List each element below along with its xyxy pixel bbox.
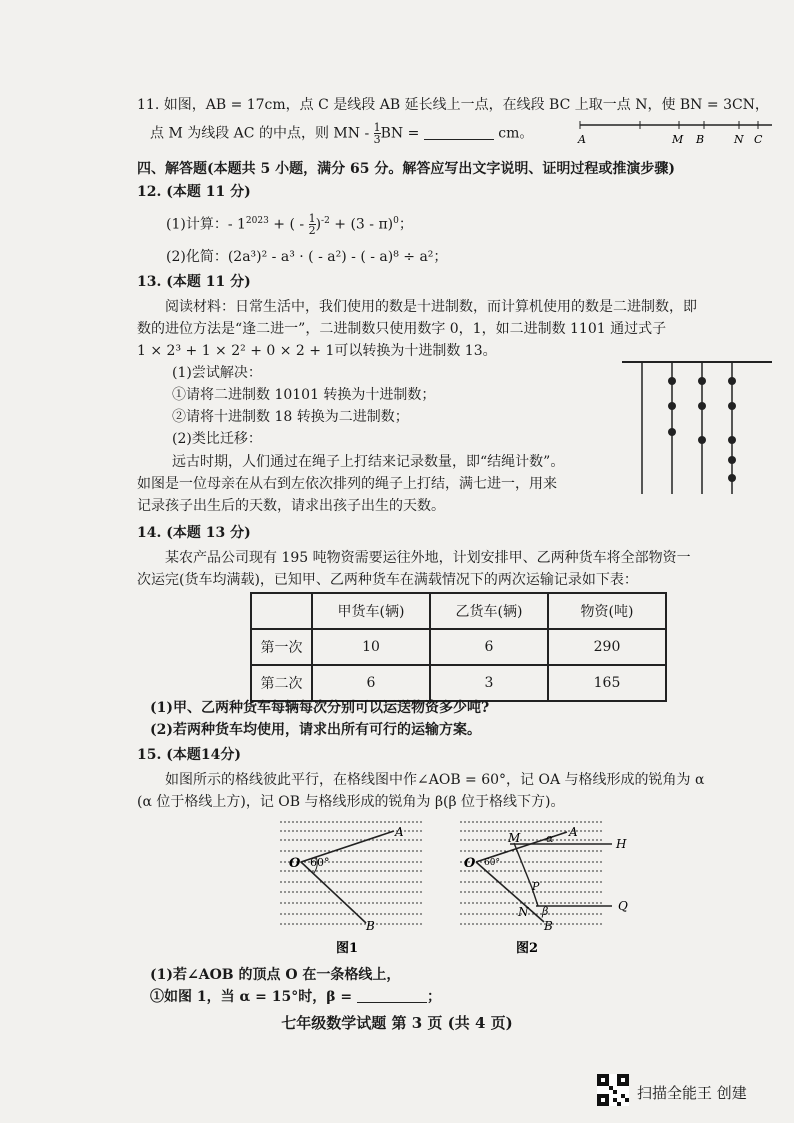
svg-text:A: A <box>569 825 578 839</box>
table-header-row: 甲货车(辆) 乙货车(辆) 物资(吨) <box>251 593 666 629</box>
q13-trans1: 远古时期，人们通过在绳子上打结来记录数量，即“结绳计数”。 <box>172 454 565 470</box>
svg-text:A: A <box>395 825 404 839</box>
table-row: 第一次 10 6 290 <box>251 629 666 665</box>
q11-segment-figure <box>576 115 776 149</box>
q13-sub1a: ①请将二进制数 10101 转换为十进制数； <box>172 387 436 403</box>
svg-text:O: O <box>464 856 476 871</box>
q11-line2: 点 M 为线段 AC 的中点，则 MN - $\frac{1}{3}$ BN = cm。 <box>150 121 534 146</box>
q15-desc2: (α 位于格线上方)，记 OB 与格线形成的锐角为 β(β 位于格线下方)。 <box>137 794 565 810</box>
q11-line1: 11. 如图，AB = 17cm，点 C 是线段 AB 延长线上一点，在线段 BC 上取一点 N，使 BN = 3CN， <box>137 97 769 113</box>
q13-sub1b: ②请将十进制数 18 转换为二进制数； <box>172 409 409 425</box>
q11-label-c: C <box>754 133 763 146</box>
svg-text:60°: 60° <box>484 858 500 868</box>
q15-ask1a: ①如图 1，当 α = 15°时，β = ； <box>150 989 441 1005</box>
table-row: 第二次 6 3 165 <box>251 665 666 701</box>
svg-text:α: α <box>546 832 554 845</box>
q11-answer-blank <box>424 125 494 140</box>
svg-text:B: B <box>366 919 375 933</box>
q11-label-m: M <box>672 133 684 146</box>
q12-part2: (2)化简：(2a³)² - a³ · ( - a²) - ( - a)⁸ ÷ a²； <box>166 249 448 265</box>
q15-desc1: 如图所示的格线彼此平行，在格线图中作∠AOB = 60°，记 OA 与格线形成的锐角为 α <box>165 772 705 788</box>
svg-text:M: M <box>508 831 521 845</box>
svg-text:B: B <box>544 919 553 933</box>
figure-1-caption: 图1 <box>336 941 359 956</box>
q12-part1: (1)计算：- $1^{2023}$ + ( - $\frac{1}{2}$ )$^{-2}$ + (3 - π)$^0$； <box>166 212 413 238</box>
svg-text:O: O <box>289 856 301 871</box>
q14-ask2: (2)若两种货车均使用，请求出所有可行的运输方案。 <box>150 722 481 738</box>
q14-ask1: (1)甲、乙两种货车每辆每次分别可以运送物资多少吨? <box>150 700 490 716</box>
svg-text:Q: Q <box>618 899 628 913</box>
svg-text:60°: 60° <box>310 856 330 869</box>
q11-label-a: A <box>578 133 586 146</box>
figure-2-caption: 图2 <box>516 941 539 956</box>
q15-title: 15. (本题14分) <box>137 747 241 763</box>
q15-answer-blank <box>357 988 427 1003</box>
q13-title: 13. (本题 11 分) <box>137 274 251 290</box>
q15-figure-2 <box>452 818 642 964</box>
q11-fraction: $\frac{1}{3}$ <box>373 121 381 146</box>
svg-text:H: H <box>616 837 627 851</box>
q15-figure-1 <box>276 818 426 964</box>
q13-read-line3: 1 × 2³ + 1 × 2² + 0 × 2 + 1可以转换为十进制数 13。 <box>137 343 497 359</box>
svg-text:P: P <box>532 880 540 893</box>
q14-desc2: 次运完(货车均满载)，已知甲、乙两种货车在满载情况下的两次运输记录如下表： <box>137 572 638 588</box>
svg-text:N: N <box>518 905 529 919</box>
q15-ask1: (1)若∠AOB 的顶点 O 在一条格线上， <box>150 967 401 983</box>
qr-code-icon <box>597 1074 629 1106</box>
knot-rope-figure <box>622 356 774 496</box>
q13-trans3: 记录孩子出生后的天数，请求出孩子出生的天数。 <box>137 498 445 514</box>
q11-label-b: B <box>696 133 705 146</box>
section-four-heading: 四、解答题(本题共 5 小题，满分 65 分。解答应写出文字说明、证明过程或推演步骤) <box>137 161 675 177</box>
page-footer: 七年级数学试题 第 3 页 (共 4 页) <box>281 1014 513 1032</box>
scanner-watermark: 扫描全能王 创建 <box>637 1084 747 1102</box>
q13-read-line2: 数的进位方法是“逢二进一”，二进制数只使用数字 0，1，如二进制数 1101 通过式子 <box>137 321 667 337</box>
q13-read-line1: 阅读材料：日常生活中，我们使用的数是十进制数，而计算机使用的数是二进制数，即 <box>165 299 697 315</box>
q11-label-n: N <box>734 133 744 146</box>
q13-sub1: (1)尝试解决： <box>172 365 262 381</box>
q14-title: 14. (本题 13 分) <box>137 525 251 541</box>
q13-trans2: 如图是一位母亲在从右到左依次排列的绳子上打结，满七进一，用来 <box>137 476 557 492</box>
q13-sub2: (2)类比迁移： <box>172 431 262 447</box>
svg-text:β: β <box>542 905 549 918</box>
q14-transport-table <box>250 592 667 702</box>
q14-desc1: 某农产品公司现有 195 吨物资需要运往外地，计划安排甲、乙两种货车将全部物资一 <box>165 550 691 566</box>
q12-title: 12. (本题 11 分) <box>137 184 251 200</box>
